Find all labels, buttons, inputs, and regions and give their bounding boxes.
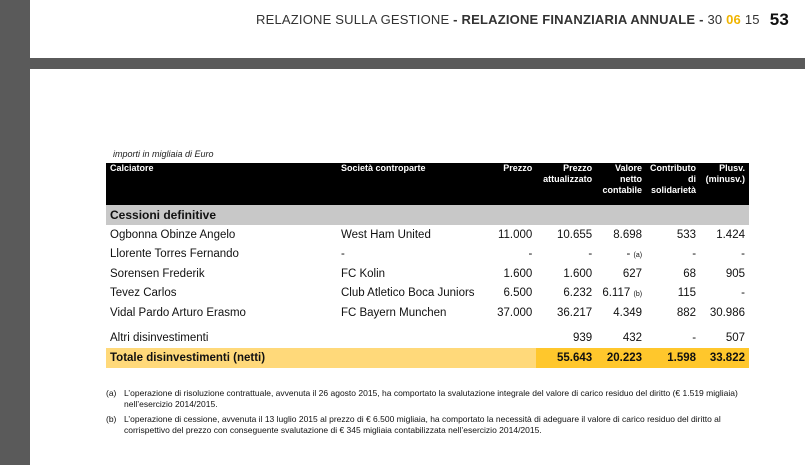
price-updated-value: 10.655 — [556, 228, 593, 241]
other-price-updated: 939 — [572, 332, 593, 345]
total-gain: 33.822 — [700, 348, 749, 368]
price-value: 11.000 — [497, 228, 533, 241]
footnote-b — [106, 414, 756, 436]
footnote-a — [106, 388, 756, 410]
player-name: Llorente Torres Fernando — [110, 248, 239, 261]
header-report-title: RELAZIONE FINANZIARIA ANNUALE — [461, 12, 696, 27]
club-name: FC Bayern Munchen — [340, 306, 447, 319]
header-separator: - — [449, 12, 462, 27]
price-updated-value: 1.600 — [563, 267, 593, 280]
other-disposals-row — [106, 329, 749, 349]
club-name: - — [340, 248, 345, 261]
price-value: - — [528, 248, 533, 261]
club-name: Club Atletico Boca Juniors — [340, 287, 475, 300]
player-name: Tevez Carlos — [110, 287, 177, 300]
header-date-month: 06 — [726, 12, 741, 27]
gain-value: 1.424 — [716, 228, 745, 241]
table-row — [106, 245, 749, 265]
footnote-label: (a) — [106, 388, 117, 398]
header-date-separator: - — [695, 12, 708, 27]
page-number: 53 — [769, 10, 789, 29]
header-date-year: 15 — [744, 12, 760, 27]
footnotes — [106, 388, 756, 440]
gain-value: 30.986 — [709, 306, 745, 319]
table-row — [106, 284, 749, 304]
book-value: 627 — [622, 267, 643, 280]
price-updated-value: 36.217 — [556, 306, 593, 319]
other-solidarity: - — [692, 332, 697, 345]
solidarity-value: - — [692, 248, 697, 261]
player-name: Ogbonna Obinze Angelo — [110, 228, 236, 241]
gain-value: - — [741, 287, 745, 300]
table-row — [106, 264, 749, 284]
price-updated-value: 6.232 — [563, 287, 593, 300]
header-gain: Plusv. (minusv.) — [700, 163, 749, 205]
solidarity-value: 882 — [676, 306, 697, 319]
footnote-label: (b) — [106, 414, 117, 424]
page-header-strip — [30, 0, 805, 58]
other-label: Altri disinvestimenti — [110, 332, 209, 345]
player-name: Sorensen Frederik — [110, 267, 205, 280]
table-header-row — [106, 163, 749, 205]
price-value: 1.600 — [503, 267, 533, 280]
footnote-text: L’operazione di risoluzione contrattuale, avvenuta il 26 agosto 2015, ha comportato la svalutazione integrale del valore di carico residuo del diritto (€ 1.519 migliaia) nell’esercizio 2014/2015. — [124, 388, 738, 409]
book-value: 8.698 — [613, 228, 643, 241]
total-solidarity: 1.598 — [646, 348, 700, 368]
club-name: West Ham United — [340, 228, 431, 241]
gain-value: - — [741, 248, 745, 261]
total-row — [106, 348, 749, 368]
solidarity-value: 115 — [677, 287, 697, 300]
footnote-text: L’operazione di cessione, avvenuta il 13 luglio 2015 al prezzo di € 6.500 migliaia, ha comportato la necessità di adeguare il valore di carico residuo del diritto al corrispettivo del prezzo con conseguente svalutazione di € 345 migliaia contabilizzata nell’esercizio 2014/2015. — [124, 414, 721, 435]
solidarity-value: 68 — [683, 267, 697, 280]
header-solidarity: Contributo di solidarietà — [646, 163, 700, 205]
book-value: 6.117 (b) — [602, 287, 643, 300]
header-price: Prezzo — [487, 163, 537, 205]
header-date-day: 30 — [707, 12, 723, 27]
disposals-table — [106, 163, 749, 368]
gain-value: 905 — [725, 267, 745, 280]
total-price-updated: 55.643 — [536, 348, 596, 368]
section-row — [106, 205, 749, 225]
other-book-value: 432 — [622, 332, 643, 345]
running-header — [256, 9, 789, 29]
book-value: 4.349 — [613, 306, 643, 319]
header-section: RELAZIONE SULLA GESTIONE — [255, 12, 450, 27]
price-value: 37.000 — [497, 306, 533, 319]
club-name: FC Kolin — [340, 267, 386, 280]
price-value: 6.500 — [503, 287, 533, 300]
header-book-value: Valore netto contabile — [596, 163, 646, 205]
total-label: Totale disinvestimenti (netti) — [106, 348, 337, 368]
section-title: Cessioni definitive — [106, 205, 749, 225]
header-club: Società controparte — [337, 163, 487, 205]
other-gain: 507 — [725, 332, 745, 345]
header-price-updated: Prezzo attualizzato — [536, 163, 596, 205]
book-value: - (a) — [626, 248, 643, 261]
solidarity-value: 533 — [676, 228, 697, 241]
table-row — [106, 225, 749, 245]
units-note: importi in migliaia di Euro — [113, 149, 214, 159]
total-book-value: 20.223 — [596, 348, 646, 368]
header-player: Calciatore — [106, 163, 337, 205]
player-name: Vidal Pardo Arturo Erasmo — [110, 306, 246, 319]
table-row — [106, 303, 749, 323]
price-updated-value: - — [588, 248, 593, 261]
